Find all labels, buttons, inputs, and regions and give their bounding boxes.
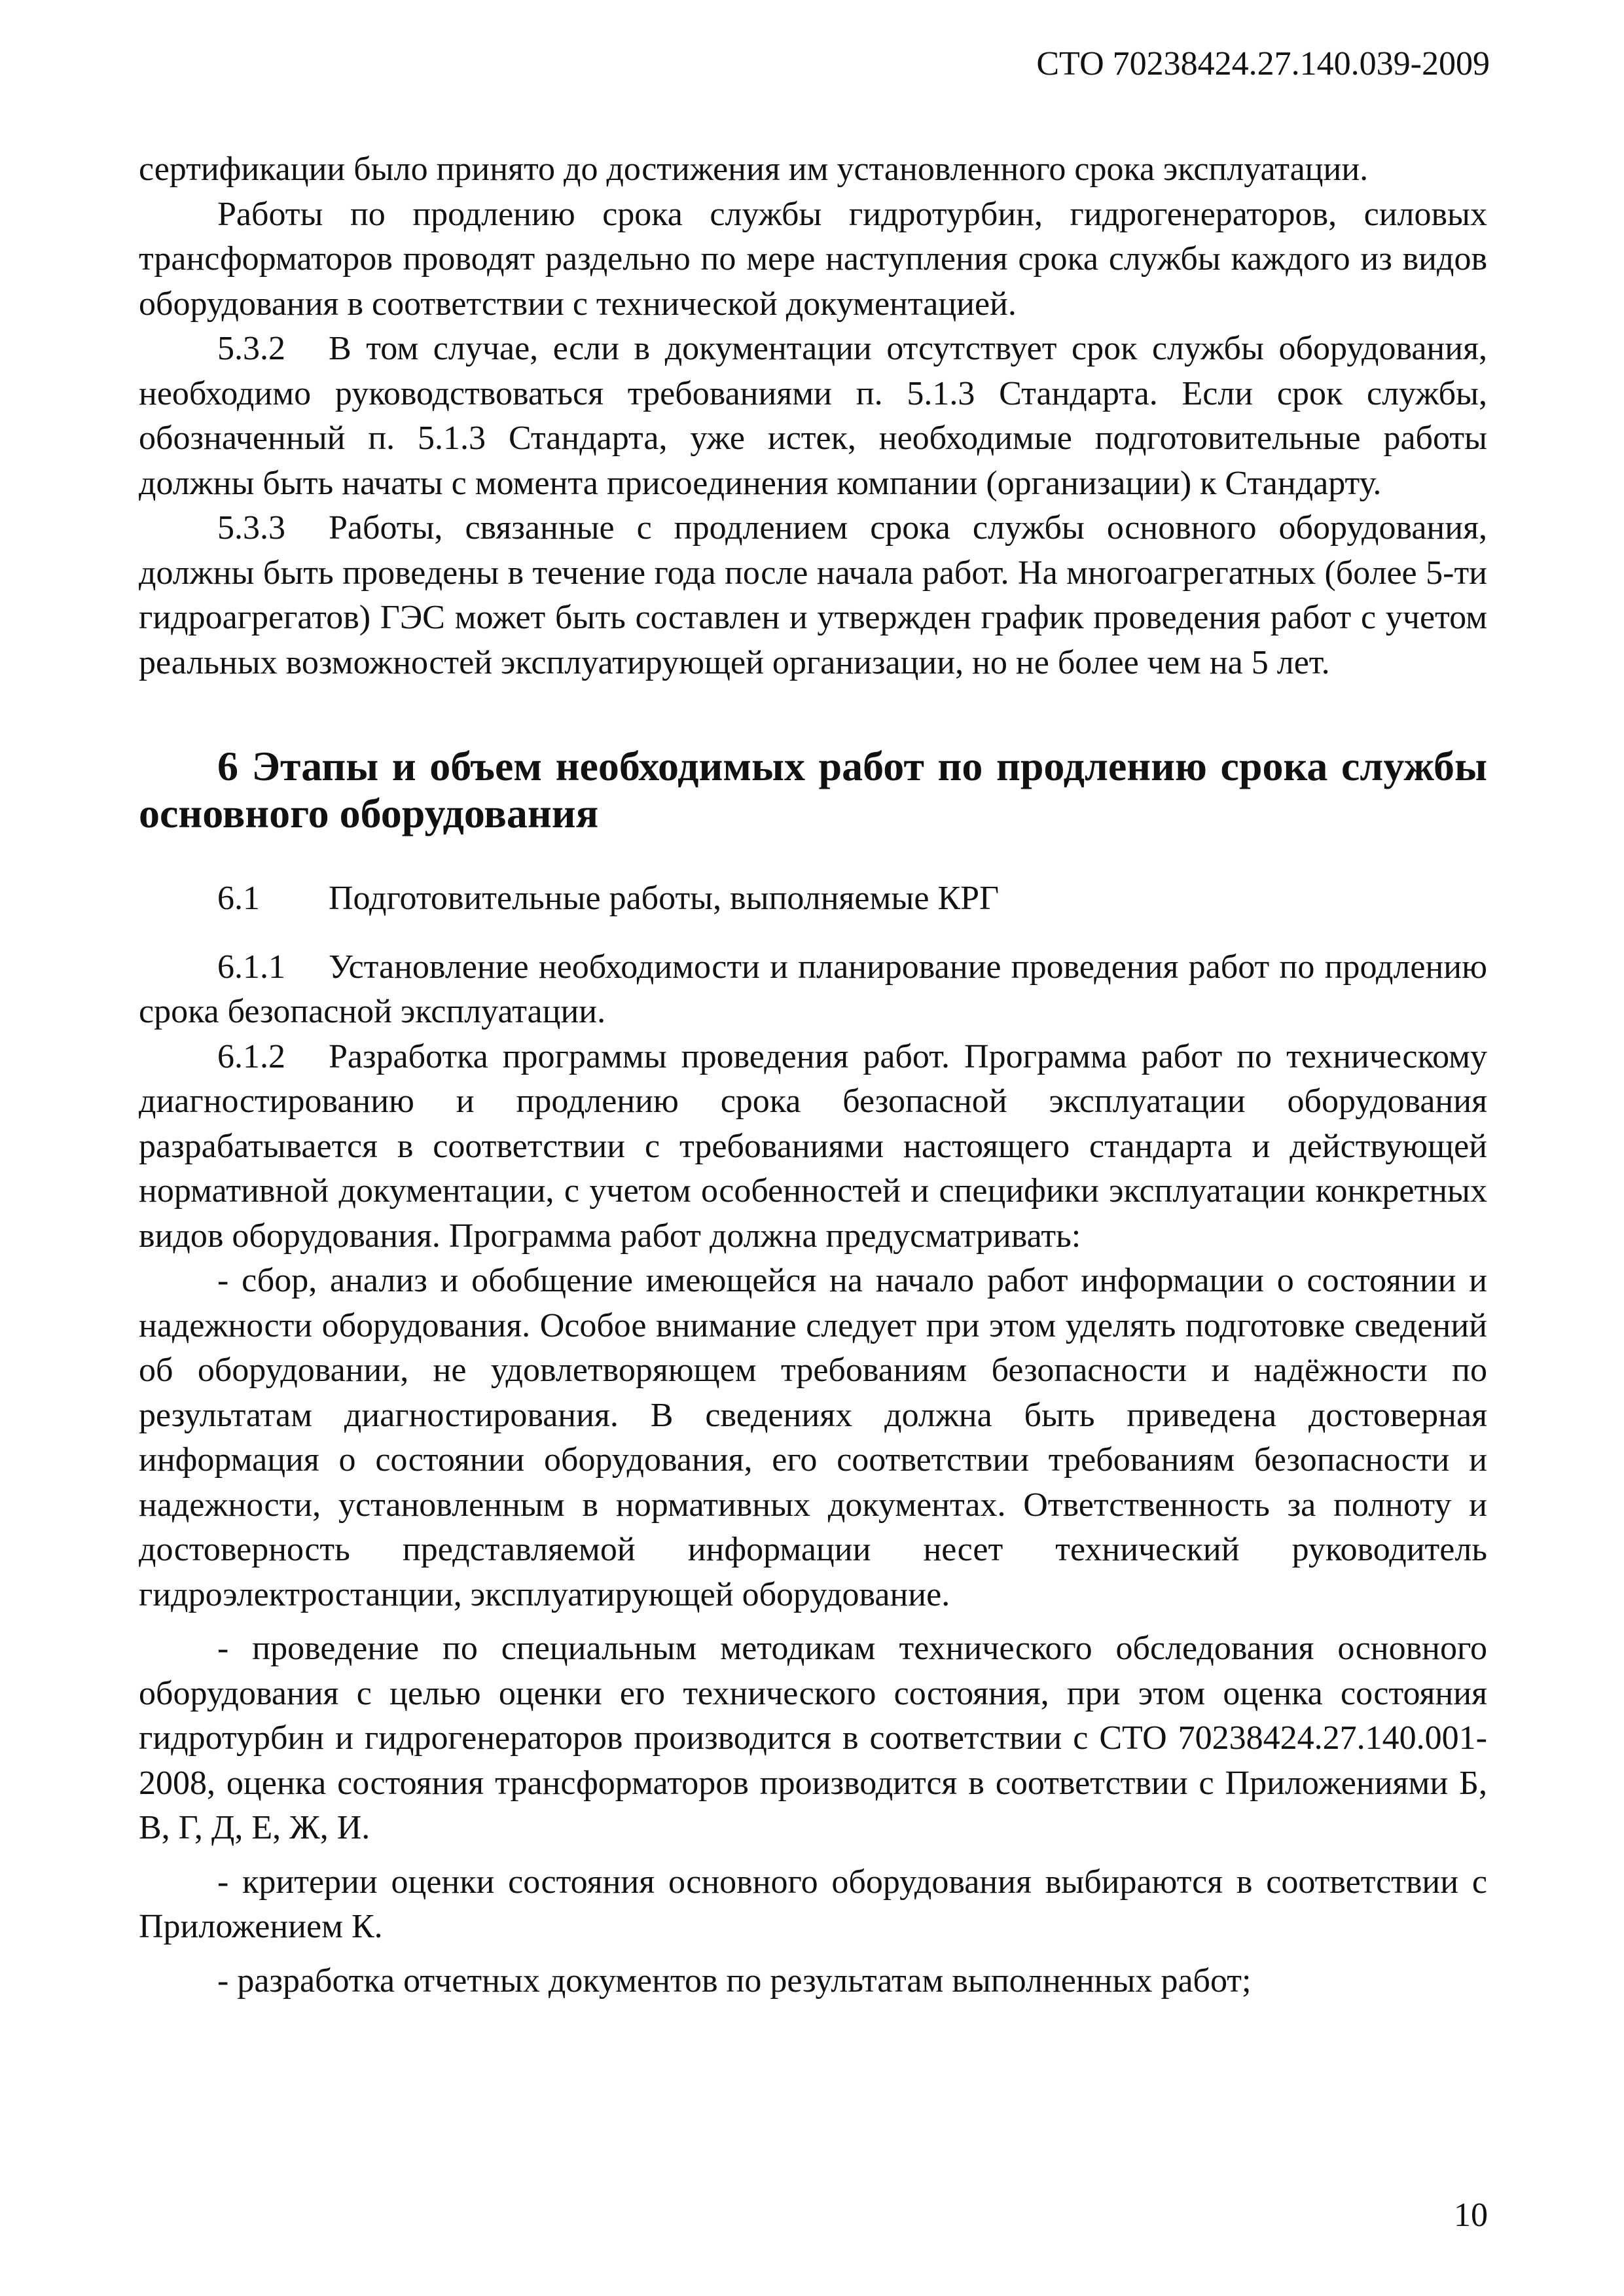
list-item: - проведение по специальным методикам технического обследования основного оборудования с целью оценки его технического состояния, при этом оценка состояния гидротурбин и гидрогенераторов производится в соответствии с СТО 70238424.27.140.001-2008, оценка состояния трансформаторов производится в соответствии с Приложениями Б, В, Г, Д, Е, Ж, И. (139, 1630, 1487, 1846)
section-6-heading: 6 Этапы и объем необходимых работ по продлению срока службы основного оборудования (139, 743, 1487, 836)
clause-number: 6.1.2 (217, 1037, 285, 1075)
clause-5-3-3 (139, 506, 1487, 685)
clause-text: Разработка программы проведения работ. Программа работ по техническому диагностированию и продлению срока безопасной эксплуатации оборудования разрабатывается в соответствии с требованиями настоящего стандарта и действующей нормативной документации, с учетом особенностей и специфики эксплуатации конкретных видов оборудования. Программа работ должна предусматривать: (139, 1037, 1487, 1255)
page-body (139, 147, 1487, 2003)
paragraph-continuation: сертификации было принято до достижения им установленного срока эксплуатации. (139, 151, 1369, 188)
list-item: - критерии оценки состояния основного оборудования выбираются в соответствии с Приложением К. (139, 1863, 1487, 1945)
list-item: - разработка отчетных документов по результатам выполненных работ; (217, 1962, 1252, 2000)
document-code: СТО 70238424.27.140.039-2009 (1036, 45, 1490, 82)
clause-number: 6.1.1 (217, 948, 285, 986)
page-number: 10 (1454, 2197, 1488, 2234)
clause-text: Установление необходимости и планирование проведения работ по продлению срока безопасной эксплуатации. (139, 948, 1487, 1030)
clause-6-1-1 (139, 945, 1487, 1035)
clause-text: В том случае, если в документации отсутствует срок службы оборудования, необходимо руководствоваться требованиями п. 5.1.3 Стандарта. Если срок службы, обозначенный п. 5.1.3 Стандарта, уже истек, необходимые подготовительные работы должны быть начаты с момента присоединения компании (организации) к Стандарту. (139, 330, 1487, 502)
list-item: - сбор, анализ и обобщение имеющейся на начало работ информации о состоянии и надежности оборудования. Особое внимание следует при этом уделять подготовке сведений об оборудовании, не удовлетворяющем требованиям безопасности и надёжности по результатам диагностирования. В сведениях должна быть приведена достоверная информация о состоянии оборудования, его соответствии требованиям безопасности и надежности, установленным в нормативных документах. Ответственность за полноту и достоверность представляемой информации несет технический руководитель гидроэлектростанции, эксплуатирующей оборудование. (139, 1262, 1487, 1613)
clause-text: Работы, связанные с продлением срока службы основного оборудования, должны быть проведены в течение года после начала работ. На многоагрегатных (более 5-ти гидроагрегатов) ГЭС может быть составлен и утвержден график проведения работ с учетом реальных возможностей эксплуатирующей организации, но не более чем на 5 лет. (139, 509, 1487, 681)
clause-text: Подготовительные работы, выполняемые КРГ (329, 880, 1000, 917)
clause-6-1 (139, 876, 1487, 922)
clause-5-3-2 (139, 327, 1487, 506)
clause-number: 5.3.3 (217, 509, 285, 547)
clause-number: 5.3.2 (217, 330, 285, 367)
clause-6-1-2 (139, 1035, 1487, 1259)
paragraph-service-life-works: Работы по продлению срока службы гидротурбин, гидрогенераторов, силовых трансформаторов проводят раздельно по мере наступления срока службы каждого из видов оборудования в соответствии с технической документацией. (139, 195, 1487, 323)
clause-number: 6.1 (217, 880, 260, 917)
